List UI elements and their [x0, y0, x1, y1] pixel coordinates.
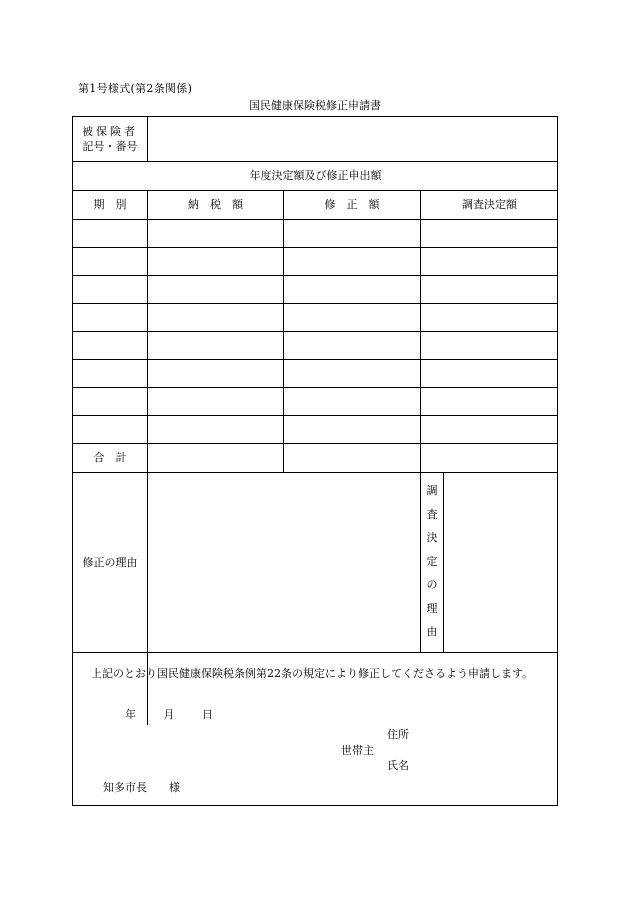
table-cell[interactable] — [148, 248, 283, 275]
year-label: 年 — [125, 708, 136, 721]
application-date — [125, 706, 237, 722]
table-cell[interactable] — [421, 248, 558, 275]
table-cell[interactable] — [421, 332, 558, 359]
addressee-mayor: 知多市長 — [103, 781, 147, 794]
insured-label-line2: 記号・番号 — [82, 140, 138, 153]
col-header-period: 期 別 — [93, 198, 127, 212]
total-investigated-amount-cell[interactable] — [421, 444, 558, 472]
day-label: 日 — [202, 708, 213, 721]
reason-label: 修正の理由 — [82, 555, 138, 569]
table-cell[interactable] — [284, 388, 420, 415]
col-header-investigated-amount: 調査決定額 — [462, 198, 517, 212]
table-cell[interactable] — [73, 388, 147, 415]
insured-label-line1: 被保険者 — [82, 124, 138, 138]
table-cell[interactable] — [284, 360, 420, 387]
table-cell[interactable] — [148, 276, 283, 303]
total-tax-amount-cell[interactable] — [148, 444, 283, 472]
table-cell[interactable] — [421, 360, 558, 387]
table-cell[interactable] — [73, 220, 147, 247]
table-cell[interactable] — [284, 416, 420, 443]
table-cell[interactable] — [73, 416, 147, 443]
table-cell[interactable] — [421, 304, 558, 331]
table-cell[interactable] — [284, 304, 420, 331]
table-cell[interactable] — [148, 416, 283, 443]
document-title: 国民健康保険税修正申請書 — [249, 99, 381, 112]
investigation-decision-reason-label — [421, 479, 443, 644]
table-cell[interactable] — [73, 248, 147, 275]
table-cell[interactable] — [73, 332, 147, 359]
total-revised-amount-cell[interactable] — [284, 444, 420, 472]
col-header-revised-amount: 修 正 額 — [324, 198, 380, 212]
addressee — [103, 779, 180, 795]
vertical-char: 決 — [426, 531, 438, 544]
name-label: 氏名 — [387, 759, 409, 772]
vertical-char: 調 — [426, 484, 438, 497]
col-header-tax-amount: 納 税 額 — [188, 198, 243, 212]
application-form — [72, 116, 558, 806]
declaration-text: 上記のとおり国民健康保険税条例第22条の規定により修正してくださるよう申請します。 — [91, 667, 534, 680]
vertical-char: 査 — [426, 507, 438, 521]
vertical-char: の — [426, 578, 438, 591]
vertical-char: 由 — [426, 625, 438, 638]
table-cell[interactable] — [284, 332, 420, 359]
table-cell[interactable] — [421, 220, 558, 247]
vertical-char: 理 — [426, 601, 438, 615]
table-cell[interactable] — [73, 276, 147, 303]
table-cell[interactable] — [148, 360, 283, 387]
amounts-section-title: 年度決定額及び修正申出額 — [249, 169, 382, 183]
table-cell[interactable] — [284, 248, 420, 275]
table-cell[interactable] — [421, 416, 558, 443]
table-cell[interactable] — [73, 360, 147, 387]
table-cell[interactable] — [73, 304, 147, 331]
table-cell[interactable] — [148, 332, 283, 359]
table-cell[interactable] — [284, 276, 420, 303]
vertical-char: 定 — [426, 554, 438, 568]
table-cell[interactable] — [148, 304, 283, 331]
month-label: 月 — [163, 708, 175, 721]
insured-number-field[interactable] — [148, 117, 564, 161]
table-cell[interactable] — [421, 276, 558, 303]
total-label: 合 計 — [93, 451, 127, 465]
table-cell[interactable] — [148, 220, 283, 247]
insured-label — [73, 117, 147, 161]
householder-label: 世帯主 — [341, 744, 374, 757]
form-number-label: 第1号様式(第2条関係) — [78, 82, 193, 95]
investigation-decision-reason-field[interactable] — [444, 473, 558, 652]
addressee-honorific: 様 — [169, 781, 180, 794]
reason-textarea[interactable] — [148, 473, 419, 652]
address-label: 住所 — [387, 728, 409, 741]
table-cell[interactable] — [421, 388, 558, 415]
table-cell[interactable] — [148, 388, 283, 415]
table-cell[interactable] — [284, 220, 420, 247]
